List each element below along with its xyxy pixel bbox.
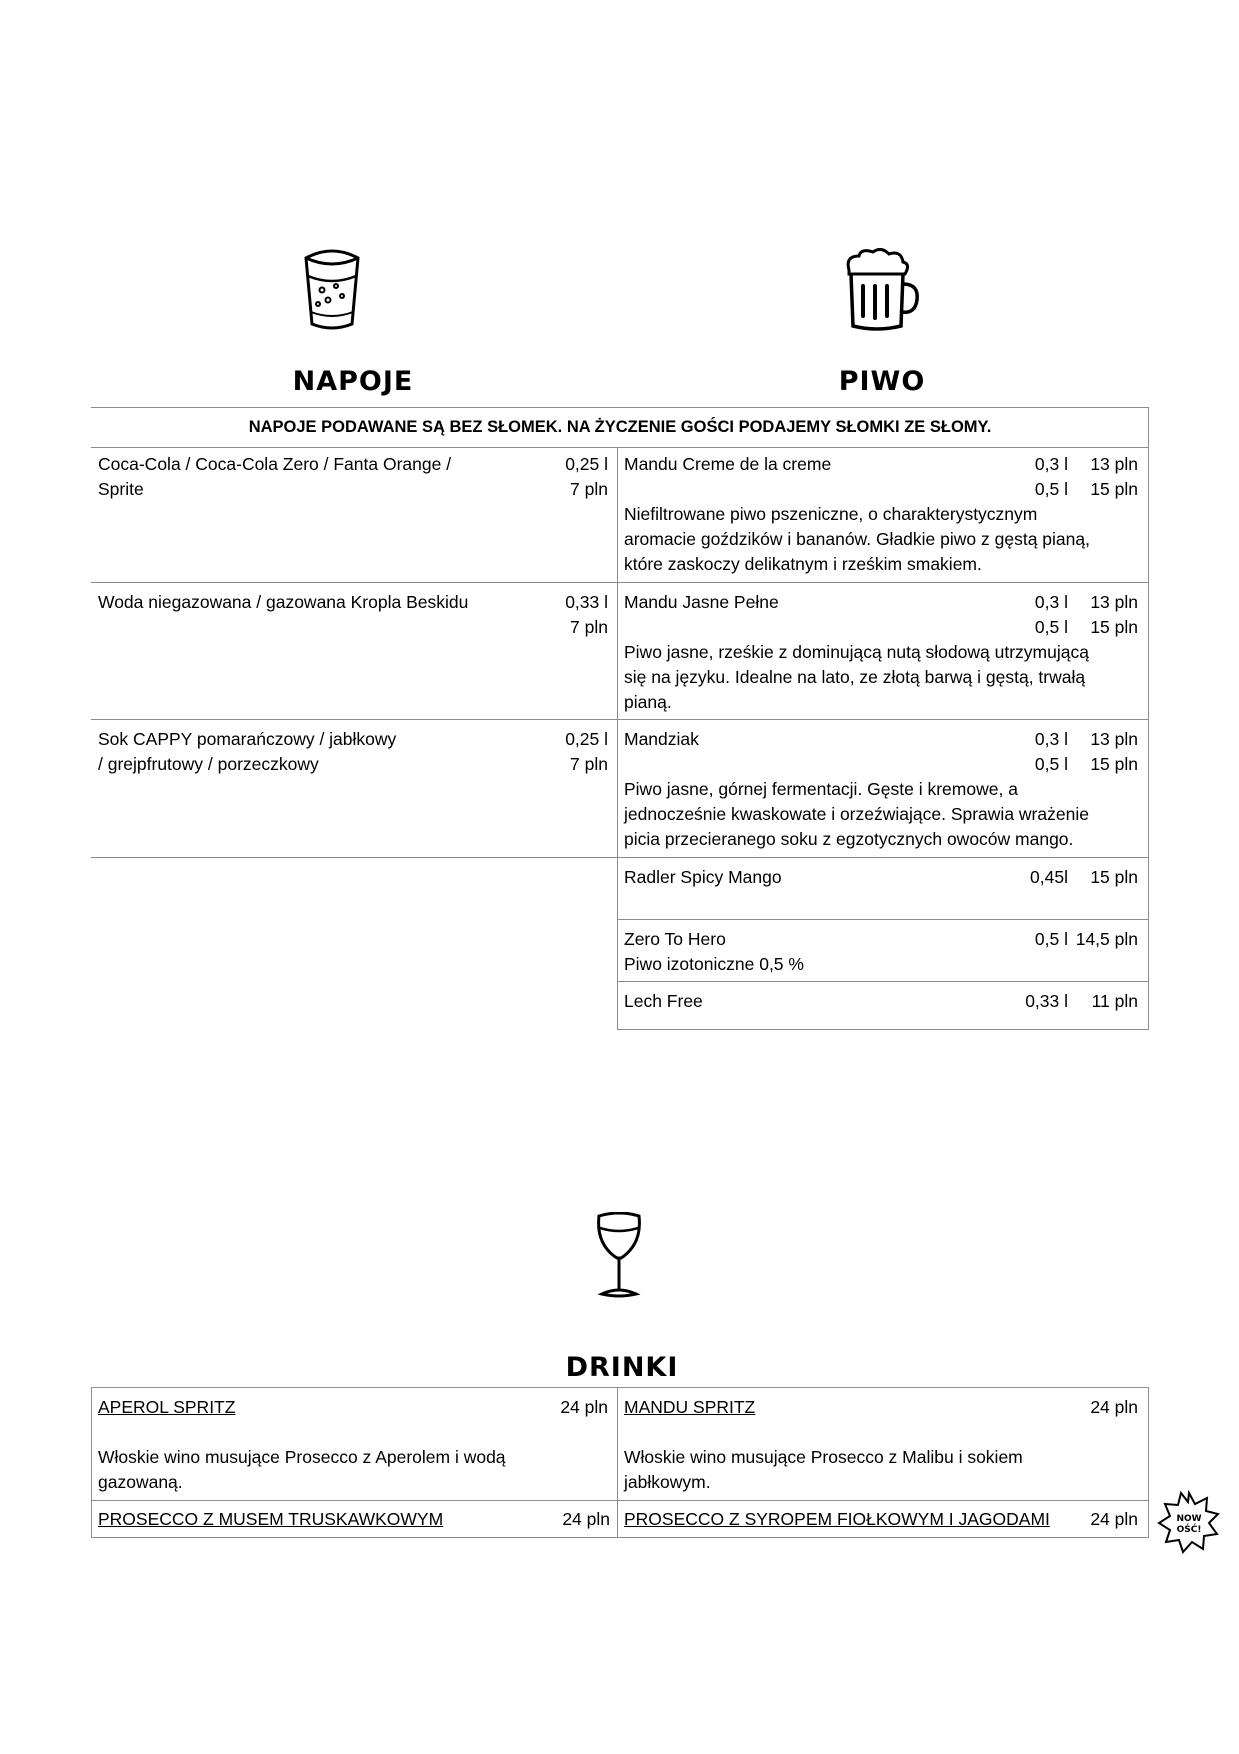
column-divider (617, 447, 618, 1030)
piwo-item-name: Radler Spicy Mango (624, 867, 782, 887)
piwo-item-name: Lech Free (624, 991, 703, 1011)
drinki-column-divider (617, 1387, 618, 1538)
drink-price: 24 pln (562, 1509, 610, 1529)
napoje-item-name: Woda niegazowana / gazowana Kropla Beskidu (98, 592, 469, 612)
piwo-item-description: Piwo jasne, górnej fermentacji. Gęste i kremowe, a jednocześnie kwaskowate i orzeźwiające. Sprawia wrażenie picia przecieranego soku z egzotycznych owoców mango. (624, 779, 1089, 849)
drinki-heading: DRINKI (565, 1352, 679, 1383)
piwo-item-volume: 0,3 l 0,5 l (1034, 729, 1068, 774)
piwo-item-volume: 0,45l (1030, 867, 1068, 887)
beer-mug-icon (843, 248, 921, 332)
piwo-item-volume: 0,3 l 0,5 l (1034, 592, 1068, 637)
drink-name: APEROL SPRITZ (98, 1397, 236, 1417)
piwo-item-name: Mandu Jasne Pełne (624, 592, 779, 612)
piwo-item-description: Piwo jasne, rześkie z dominującą nutą słodową utrzymującą się na języku. Idealne na lato, ze złotą barwą i gęstą, trwałą pianą. (624, 642, 1089, 712)
glass-icon (302, 248, 362, 332)
straw-notice: NAPOJE PODAWANE SĄ BEZ SŁOMEK. NA ŻYCZENIE GOŚCI PODAJEMY SŁOMKI ZE SŁOMY. (248, 418, 992, 436)
drink-price: 24 pln (1090, 1397, 1138, 1417)
piwo-heading: PIWO (838, 366, 926, 397)
piwo-item-volume: 0,3 l 0,5 l (1034, 454, 1068, 499)
drinki-row-divider (91, 1500, 1149, 1501)
table-top-border (91, 407, 1149, 408)
row-divider (91, 857, 1149, 858)
drinki-table-bottom-border (91, 1537, 1149, 1538)
table-bottom-border (618, 1029, 1149, 1030)
drink-name: PROSECCO Z MUSEM TRUSKAWKOWYM (98, 1509, 444, 1529)
piwo-item-price: 11 pln (1091, 991, 1138, 1011)
drink-description: Włoskie wino musujące Prosecco z Malibu i sokiem jabłkowym. (624, 1447, 1023, 1492)
drink-name: PROSECCO Z SYROPEM FIOŁKOWYM I JAGODAMI (624, 1509, 1050, 1529)
piwo-item-price: 13 pln 15 pln (1090, 454, 1138, 499)
notice-divider (91, 447, 1149, 448)
row-divider (618, 981, 1149, 982)
drink-description: Włoskie wino musujące Prosecco z Aperolem i wodą gazowaną. (98, 1447, 506, 1492)
piwo-item-price: 15 pln (1090, 867, 1138, 887)
starburst-icon (1157, 1490, 1221, 1554)
piwo-item-name: Mandziak (624, 729, 699, 749)
drink-price: 24 pln (560, 1397, 608, 1417)
piwo-item-description: Niefiltrowane piwo pszeniczne, o charakterystycznym aromacie goździków i bananów. Gładkie piwo z gęstą pianą, które zaskoczy delikatnym i rześkim smakiem. (624, 504, 1090, 574)
drink-price: 24 pln (1090, 1509, 1138, 1529)
badge-line: NOW (1176, 1514, 1202, 1524)
row-divider (91, 719, 1149, 720)
piwo-item-volume: 0,33 l (1025, 991, 1068, 1011)
napoje-item-price: 0,33 l 7 pln (565, 592, 608, 637)
drinki-table-top-border (91, 1387, 1149, 1388)
piwo-item-name: Zero To Hero (624, 929, 726, 949)
piwo-item-name: Mandu Creme de la creme (624, 454, 832, 474)
piwo-item-price: 14,5 pln (1075, 929, 1138, 949)
napoje-item-name: Coca-Cola / Coca-Cola Zero / Fanta Orange / Sprite (98, 454, 452, 499)
drinki-table-left-border (91, 1387, 92, 1538)
row-divider (618, 919, 1149, 920)
napoje-heading: NAPOJE (292, 366, 414, 397)
piwo-item-price: 13 pln 15 pln (1090, 592, 1138, 637)
row-divider (91, 582, 1149, 583)
wine-glass-icon (594, 1212, 644, 1300)
napoje-item-name: Sok CAPPY pomarańczowy / jabłkowy / grejpfrutowy / porzeczkowy (98, 729, 397, 774)
badge-line: OŚĆ! (1176, 1525, 1202, 1535)
new-badge (1157, 1490, 1217, 1550)
napoje-item-price: 0,25 l 7 pln (565, 729, 608, 774)
piwo-item-volume: 0,5 l (1034, 929, 1068, 949)
napoje-item-price: 0,25 l 7 pln (565, 454, 608, 499)
drink-name: MANDU SPRITZ (624, 1397, 756, 1417)
piwo-item-description: Piwo izotoniczne 0,5 % (624, 954, 804, 974)
drinki-table-right-border (1148, 1387, 1149, 1538)
piwo-item-price: 13 pln 15 pln (1090, 729, 1138, 774)
